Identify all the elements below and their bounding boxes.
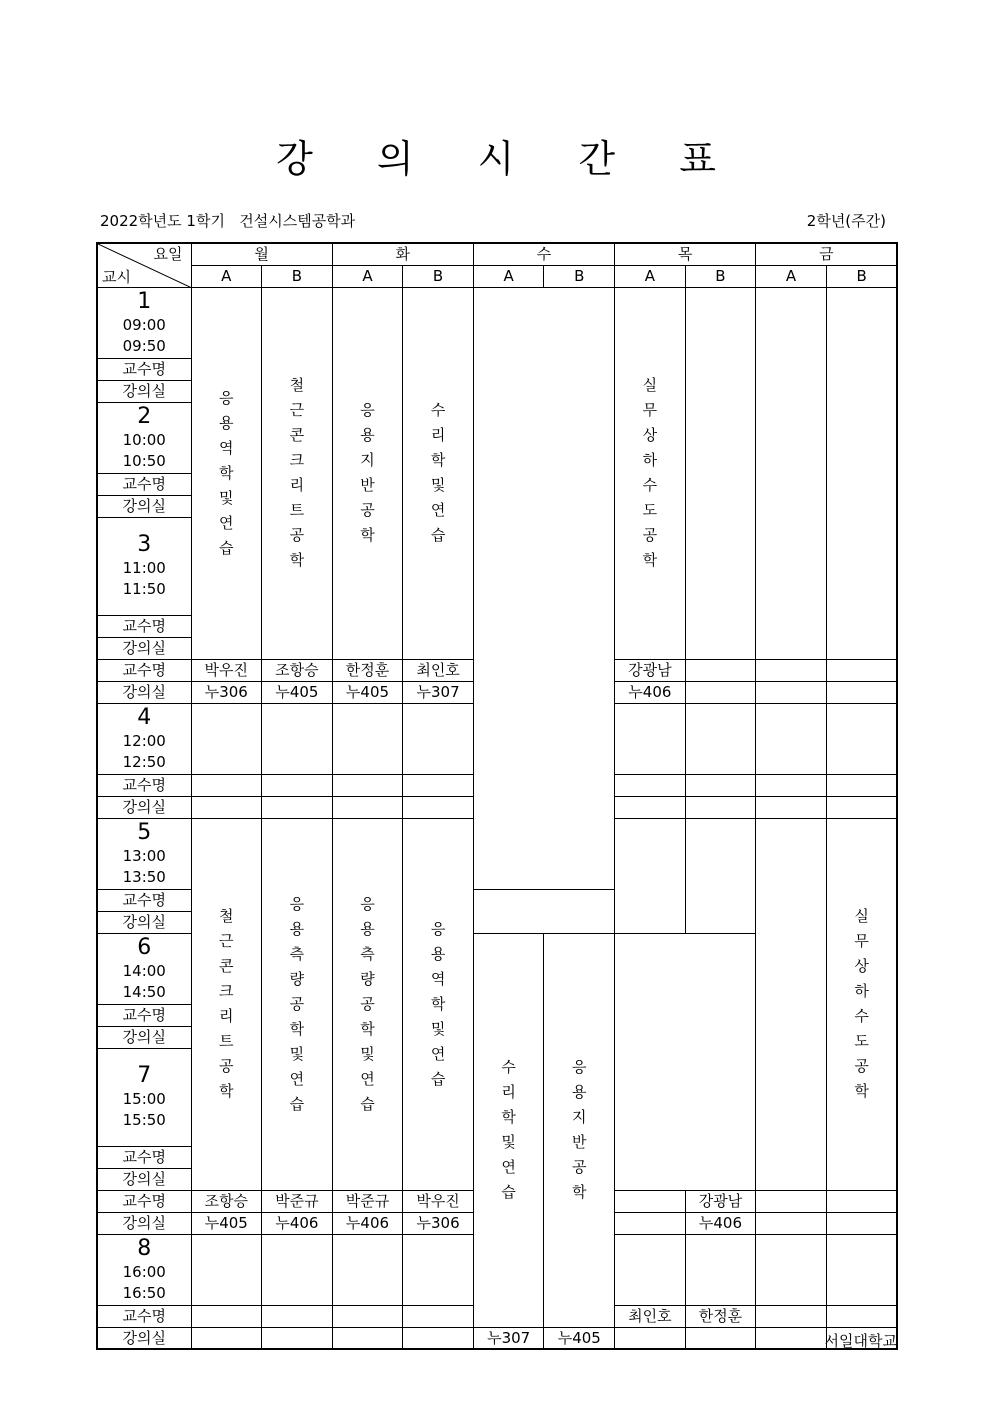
course-prof: 박준규: [332, 1190, 403, 1212]
empty-cell: [332, 796, 403, 818]
day-tue: 화: [332, 243, 473, 265]
period-end: 12:50: [122, 752, 166, 771]
course-name: 철근콘크리트공학: [289, 376, 305, 569]
empty-cell: [756, 681, 827, 703]
page-title: 강 의 시 간 표: [276, 137, 742, 181]
empty-cell: [826, 287, 897, 659]
empty-cell: [403, 1305, 474, 1327]
prof-label: 교수명: [97, 358, 191, 380]
room-label: 강의실: [97, 380, 191, 402]
course-prof: 박우진: [403, 1190, 474, 1212]
course-wed-b-pm: [544, 933, 615, 1327]
course-name: 응용지반공학: [360, 401, 375, 544]
course-room: 누405: [262, 681, 333, 703]
course-prof: 최인호: [615, 1305, 686, 1327]
empty-cell: [615, 818, 686, 933]
period-6: [97, 933, 191, 1004]
empty-cell: [332, 1234, 403, 1305]
corner-period-label: 교시: [102, 267, 131, 286]
course-prof: 한정훈: [332, 659, 403, 681]
course-name: 응용지반공학: [572, 1058, 587, 1201]
course-name: 실무상하수도공학: [854, 907, 869, 1100]
prof-label: 교수명: [97, 1305, 191, 1327]
course-room: 누406: [615, 681, 686, 703]
period-number: 3: [137, 532, 152, 557]
empty-cell: [756, 1190, 827, 1212]
sub-b: B: [403, 265, 474, 287]
period-number: 1: [137, 288, 152, 314]
period-start: 12:00: [122, 731, 166, 750]
prof-label: 교수명: [97, 659, 191, 681]
course-tue-b-pm: [403, 818, 474, 1190]
period-end: 09:50: [122, 336, 166, 355]
empty-cell: [826, 1190, 897, 1212]
empty-cell: [826, 659, 897, 681]
course-name: 실무상하수도공학: [642, 376, 658, 569]
empty-cell: [826, 796, 897, 818]
empty-cell: [262, 1327, 333, 1349]
prof-label: 교수명: [97, 774, 191, 796]
course-prof: 한정훈: [685, 1305, 756, 1327]
semester-department: 2022학년도 1학기 건설시스템공학과: [100, 212, 356, 230]
empty-cell: [332, 774, 403, 796]
prof-label: 교수명: [97, 889, 191, 911]
empty-cell: [826, 774, 897, 796]
day-wed: 수: [473, 243, 614, 265]
empty-cell: [403, 1234, 474, 1305]
empty-cell: [756, 1305, 827, 1327]
sub-a: A: [332, 265, 403, 287]
empty-cell: [615, 1212, 686, 1234]
empty-cell: [756, 774, 827, 796]
period-3: [97, 517, 191, 615]
period-start: 15:00: [122, 1090, 166, 1108]
course-prof: 강광남: [615, 659, 686, 681]
empty-cell: [756, 287, 827, 659]
period-end: 10:50: [122, 451, 166, 470]
course-name: 철근콘크리트공학: [219, 907, 234, 1100]
empty-cell: [615, 796, 686, 818]
empty-cell: [685, 703, 756, 774]
empty-cell: [685, 659, 756, 681]
course-room: 누406: [262, 1212, 333, 1234]
timetable: [96, 242, 898, 1350]
empty-cell: [262, 1305, 333, 1327]
day-thu: 목: [615, 243, 756, 265]
empty-cell: [191, 774, 262, 796]
empty-cell: [332, 703, 403, 774]
empty-cell: [615, 703, 686, 774]
empty-cell: [756, 796, 827, 818]
course-mon-b-am: [262, 287, 333, 659]
empty-cell: [332, 1305, 403, 1327]
period-end: 11:50: [122, 580, 166, 598]
empty-cell: [191, 796, 262, 818]
prof-label: 교수명: [97, 615, 191, 637]
prof-label: 교수명: [97, 1146, 191, 1168]
course-thu-a-am: [615, 287, 686, 659]
empty-cell: [262, 1234, 333, 1305]
sub-b: B: [826, 265, 897, 287]
empty-cell: [615, 1190, 686, 1212]
course-room: 누405: [191, 1212, 262, 1234]
wed-morning-empty: [473, 287, 614, 889]
empty-cell: [826, 703, 897, 774]
course-name: 응용역학및연습: [430, 919, 446, 1088]
course-room: 누306: [403, 1212, 474, 1234]
empty-cell: [826, 1212, 897, 1234]
sub-b: B: [262, 265, 333, 287]
course-room: 누307: [473, 1327, 544, 1349]
corner-cell: [97, 243, 191, 287]
room-label: 강의실: [97, 495, 191, 517]
course-room: 누405: [332, 681, 403, 703]
course-tue-a-am: [332, 287, 403, 659]
empty-cell: [756, 703, 827, 774]
course-name: 응용역학및연습: [219, 388, 234, 557]
course-wed-a-pm: [473, 933, 544, 1327]
empty-cell: [332, 1327, 403, 1349]
course-room: 누307: [403, 681, 474, 703]
period-number: 2: [137, 403, 152, 429]
prof-label: 교수명: [97, 473, 191, 495]
course-prof: 최인호: [403, 659, 474, 681]
empty-cell: [403, 796, 474, 818]
empty-cell: [191, 1327, 262, 1349]
empty-cell: [756, 1327, 827, 1349]
course-room: 누406: [685, 1212, 756, 1234]
day-mon: 월: [191, 243, 332, 265]
empty-cell: [191, 1305, 262, 1327]
empty-cell: [262, 703, 333, 774]
empty-cell: [262, 796, 333, 818]
room-label: 강의실: [97, 911, 191, 933]
empty-cell: [262, 774, 333, 796]
period-7: [97, 1048, 191, 1146]
period-start: 16:00: [122, 1262, 166, 1281]
period-number: 5: [137, 819, 152, 845]
empty-cell: [403, 774, 474, 796]
room-label: 강의실: [97, 637, 191, 659]
sub-a: A: [191, 265, 262, 287]
course-name: 수리학및연습: [430, 401, 446, 544]
sub-b: B: [685, 265, 756, 287]
empty-cell: [685, 1327, 756, 1349]
period-end: 13:50: [122, 867, 166, 886]
period-4: [97, 703, 191, 774]
room-label: 강의실: [97, 1212, 191, 1234]
period-start: 09:00: [122, 315, 166, 334]
empty-cell: [615, 1234, 686, 1305]
room-label: 강의실: [97, 681, 191, 703]
course-prof: 조항승: [262, 659, 333, 681]
empty-cell: [685, 774, 756, 796]
course-room: 누306: [191, 681, 262, 703]
empty-cell: [685, 796, 756, 818]
empty-cell: [403, 1327, 474, 1349]
empty-cell: [826, 1305, 897, 1327]
day-fri: 금: [756, 243, 897, 265]
period-8: [97, 1234, 191, 1305]
course-room: 누405: [544, 1327, 615, 1349]
sub-b: B: [544, 265, 615, 287]
empty-cell: [403, 703, 474, 774]
period-start: 11:00: [122, 559, 166, 577]
course-prof: 조항승: [191, 1190, 262, 1212]
period-start: 10:00: [122, 430, 166, 449]
grade-label: 2학년(주간): [806, 212, 886, 230]
course-thu-b-pm: [826, 818, 897, 1190]
period-end: 14:50: [122, 982, 166, 1001]
period-end: 16:50: [122, 1283, 166, 1302]
sub-a: A: [756, 265, 827, 287]
period-1: [97, 287, 191, 358]
period-number: 8: [137, 1235, 152, 1261]
room-label: 강의실: [97, 1026, 191, 1048]
period-2: [97, 402, 191, 473]
course-name: 수리학및연습: [501, 1058, 516, 1201]
empty-cell: [615, 1327, 686, 1349]
empty-cell: [685, 681, 756, 703]
prof-label: 교수명: [97, 1190, 191, 1212]
course-prof: 박우진: [191, 659, 262, 681]
empty-cell: [191, 1234, 262, 1305]
empty-cell: [685, 287, 756, 659]
empty-cell: [756, 659, 827, 681]
period-start: 13:00: [122, 846, 166, 865]
period-number: 4: [137, 704, 152, 730]
course-mon-b-pm: [262, 818, 333, 1190]
period-number: 6: [137, 934, 152, 960]
period-end: 15:50: [122, 1111, 166, 1129]
course-prof: 강광남: [685, 1190, 756, 1212]
period-number: 7: [137, 1063, 152, 1088]
period-5: [97, 818, 191, 889]
course-mon-a-am: [191, 287, 262, 659]
course-name: 응용측량공학및연습: [289, 894, 305, 1113]
empty-cell: [191, 703, 262, 774]
course-name: 응용측량공학및연습: [360, 894, 375, 1113]
course-mon-a-pm: [191, 818, 262, 1190]
empty-cell: [685, 818, 756, 933]
course-prof: 박준규: [262, 1190, 333, 1212]
empty-cell: [756, 1212, 827, 1234]
corner-day-label: 요일: [153, 245, 183, 263]
school-name: 서일대학교: [824, 1332, 897, 1350]
sub-a: A: [615, 265, 686, 287]
course-tue-b-am: [403, 287, 474, 659]
empty-cell: [826, 1234, 897, 1305]
prof-label: 교수명: [97, 1004, 191, 1026]
empty-cell: [826, 681, 897, 703]
room-label: 강의실: [97, 1327, 191, 1349]
room-label: 강의실: [97, 796, 191, 818]
course-room: 누406: [332, 1212, 403, 1234]
empty-cell: [756, 1234, 827, 1305]
empty-cell: [756, 818, 827, 1190]
empty-cell: [685, 1234, 756, 1305]
sub-a: A: [473, 265, 544, 287]
room-label: 강의실: [97, 1168, 191, 1190]
empty-cell: [615, 774, 686, 796]
period-start: 14:00: [122, 961, 166, 980]
course-tue-a-pm: [332, 818, 403, 1190]
